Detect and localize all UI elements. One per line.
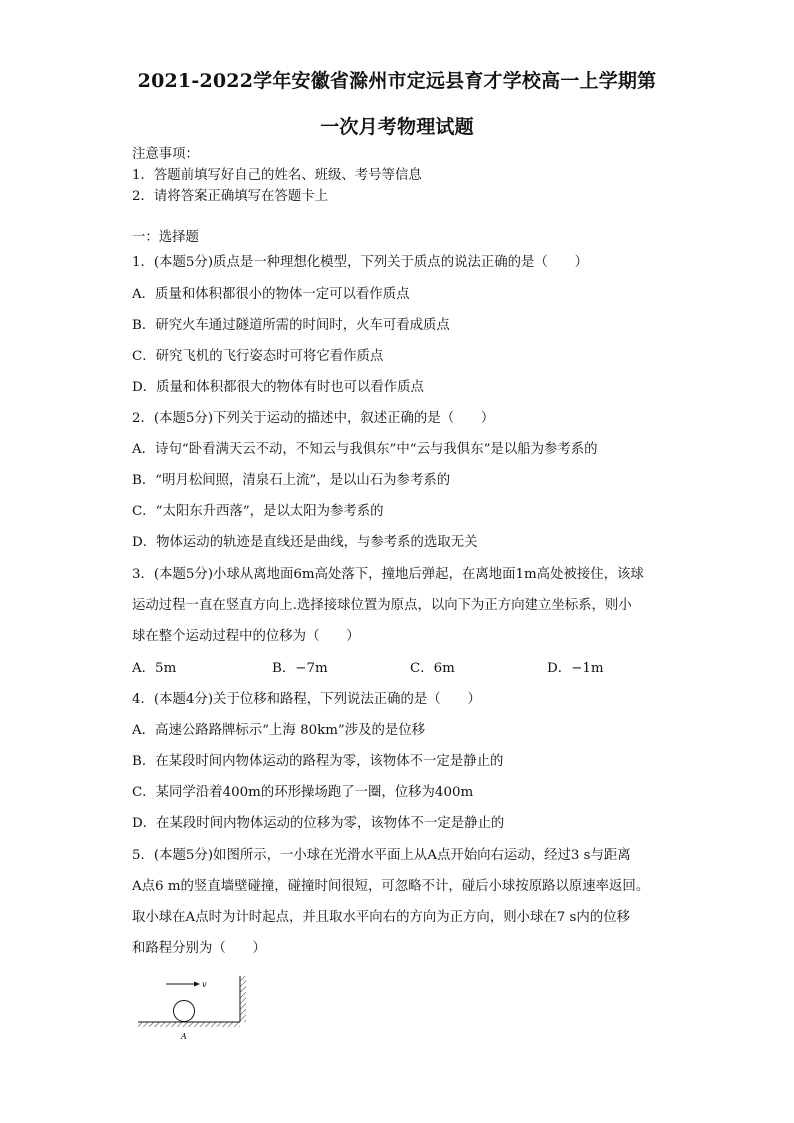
q1-option-c: C．研究飞机的飞行姿态时可将它看作质点 <box>132 349 384 364</box>
q5-stem-line2: A点6 m的竖直墙壁碰撞，碰撞时间很短，可忽略不计，碰后小球按原路以原速率返回。 <box>132 879 650 894</box>
q2-option-b: B．“明月松间照，清泉石上流”，是以山石为参考系的 <box>132 473 451 488</box>
q3-option-d: D．−1m <box>547 661 604 676</box>
q4-stem: 4．(本题4分)关于位移和路程，下列说法正确的是（ ） <box>132 692 481 707</box>
ground-hatch <box>138 1022 240 1027</box>
q3-option-c: C．6m <box>410 661 455 676</box>
notice-item-1: 1．答题前填写好自己的姓名、班级、考号等信息 <box>132 168 422 183</box>
q1-option-a: A．质量和体积都很小的物体一定可以看作质点 <box>132 287 410 302</box>
q3-stem-line1: 3．(本题5分)小球从离地面6m高处落下，撞地后弹起，在离地面1m高处被接住，该球 <box>132 567 644 582</box>
q3-stem-line2: 运动过程一直在竖直方向上.选择接球位置为原点，以向下为正方向建立坐标系，则小 <box>132 598 632 613</box>
q2-option-d: D．物体运动的轨迹是直线还是曲线，与参考系的选取无关 <box>132 535 478 550</box>
exam-title-line2: 一次月考物理试题 <box>320 116 474 138</box>
q1-option-d: D．质量和体积都很大的物体有时也可以看作质点 <box>132 380 424 395</box>
q3-option-b: B．−7m <box>272 661 328 676</box>
velocity-arrow-icon <box>166 982 200 987</box>
section-heading: 一：选择题 <box>132 230 199 245</box>
q4-option-b: B．在某段时间内物体运动的路程为零，该物体不一定是静止的 <box>132 754 504 769</box>
q4-option-c: C．某同学沿着400m的环形操场跑了一圈，位移为400m <box>132 785 474 800</box>
q5-stem-line1: 5．(本题5分)如图所示，一小球在光滑水平面上从A点开始向右运动，经过3 s与距离 <box>132 848 631 863</box>
point-a-label: A <box>181 1032 187 1041</box>
q2-option-c: C．“太阳东升西落”，是以太阳为参考系的 <box>132 504 384 519</box>
q2-option-a: A．诗句“卧看满天云不动，不知云与我俱东”中“云与我俱东”是以船为参考系的 <box>132 442 598 457</box>
q3-option-a: A．5m <box>132 661 177 676</box>
wall-hatch <box>240 976 246 1022</box>
q3-stem-line3: 球在整个运动过程中的位移为（ ） <box>132 629 360 644</box>
velocity-label: v <box>202 980 207 989</box>
q1-option-b: B．研究火车通过隧道所需的时间时，火车可看成质点 <box>132 318 450 333</box>
notice-item-2: 2．请将答案正确填写在答题卡上 <box>132 189 328 204</box>
q1-stem: 1．(本题5分)质点是一种理想化模型，下列关于质点的说法正确的是（ ） <box>132 255 588 270</box>
notice-heading: 注意事项： <box>132 147 199 162</box>
q5-figure <box>132 970 262 1045</box>
q5-stem-line3: 取小球在A点时为计时起点，并且取水平向右的方向为正方向，则小球在7 s内的位移 <box>132 910 630 925</box>
ball <box>174 1001 195 1022</box>
exam-title-line1: 2021-2022学年安徽省滁州市定远县育才学校高一上学期第 <box>137 70 657 92</box>
q4-option-a: A．高速公路路牌标示“上海 80km”涉及的是位移 <box>132 723 426 738</box>
q5-stem-line4: 和路程分别为（ ） <box>132 941 266 956</box>
q2-stem: 2．(本题5分)下列关于运动的描述中，叙述正确的是（ ） <box>132 411 495 426</box>
q4-option-d: D．在某段时间内物体运动的位移为零，该物体不一定是静止的 <box>132 816 505 831</box>
